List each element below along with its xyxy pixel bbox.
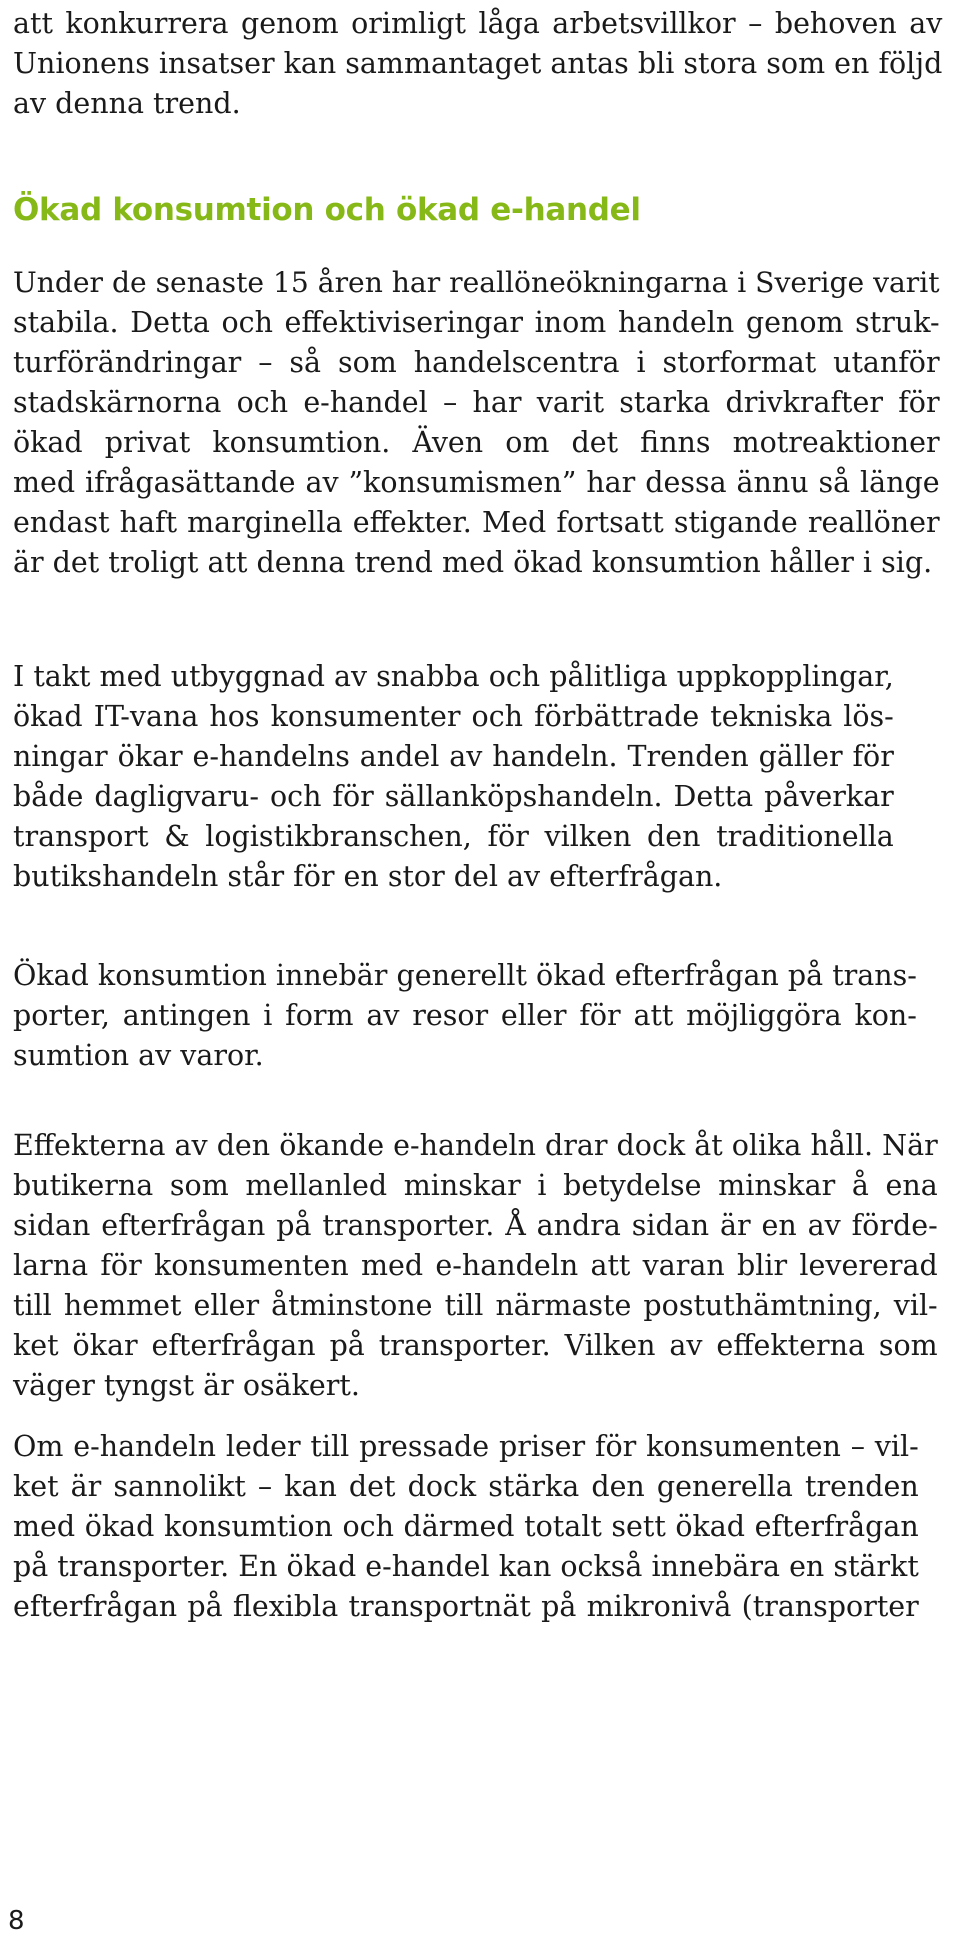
text-line: på transporter. En ökad e-handel kan också innebära en stärkt [13,1550,919,1583]
paragraph-connectivity [13,657,894,897]
paragraph-ecommerce-effects [13,1126,938,1406]
paragraph-pressed-prices [13,1427,919,1627]
text-line: ket ökar efterfrågan på transporter. Vilken av effekterna som [13,1329,938,1362]
text-line: larna för konsumenten med e-handeln att varan blir levererad [13,1249,938,1282]
text-line: väger tyngst är osäkert. [13,1369,360,1402]
text-line: sidan efterfrågan på transporter. Å andra sidan är en av förde- [13,1209,938,1242]
text-line: transport & logistikbranschen, för vilken den traditionella [13,820,894,853]
text-line: av denna trend. [13,87,241,120]
text-line: ningar ökar e-handelns andel av handeln. Trenden gäller för [13,740,894,773]
section-heading: Ökad konsumtion och ökad e-handel [13,192,641,228]
text-line: efterfrågan på flexibla transportnät på mikronivå (transporter [13,1590,919,1623]
text-line: ökad privat konsumtion. Även om det finns motreaktioner [13,426,940,459]
paragraph-intro-continuation [13,4,942,124]
text-line: att konkurrera genom orimligt låga arbetsvillkor – behoven av [13,7,943,40]
paragraph-real-wages [13,263,940,583]
text-line: är det troligt att denna trend med ökad konsumtion håller i sig. [13,546,933,579]
text-line: både dagligvaru- och för sällanköpshandeln. Detta påverkar [13,780,894,813]
paragraph-consumption-demand [13,956,917,1076]
text-line: butikshandeln står för en stor del av efterfrågan. [13,860,723,893]
text-line: Ökad konsumtion innebär generellt ökad efterfrågan på trans- [13,959,917,992]
text-line: Om e-handeln leder till pressade priser för konsumenten – vil- [13,1430,919,1463]
text-line: ökad IT-vana hos konsumenter och förbättrade tekniska lös- [13,700,894,733]
text-line: med ifrågasättande av ”konsumismen” har dessa ännu så länge [13,466,940,499]
text-line: med ökad konsumtion och därmed totalt sett ökad efterfrågan [13,1510,919,1543]
text-line: Unionens insatser kan sammantaget antas bli stora som en följd [13,47,943,80]
text-line: porter, antingen i form av resor eller för att möjliggöra kon- [13,999,917,1032]
text-line: I takt med utbyggnad av snabba och pålitliga uppkopplingar, [13,660,894,693]
text-line: sumtion av varor. [13,1039,264,1072]
text-line: endast haft marginella effekter. Med fortsatt stigande reallöner [13,506,940,539]
text-line: Effekterna av den ökande e-handeln drar dock åt olika håll. När [13,1129,938,1162]
text-line: stadskärnorna och e-handel – har varit starka drivkrafter för [13,386,940,419]
text-line: ket är sannolikt – kan det dock stärka den generella trenden [13,1470,919,1503]
text-line: stabila. Detta och effektiviseringar inom handeln genom struk- [13,306,940,339]
page-number: 8 [8,1906,25,1936]
text-line: turförändringar – så som handelscentra i storformat utanför [13,346,940,379]
text-line: till hemmet eller åtminstone till närmaste postuthämtning, vil- [13,1289,938,1322]
text-line: Under de senaste 15 åren har reallöneökningarna i Sverige varit [13,266,940,299]
text-line: butikerna som mellanled minskar i betydelse minskar å ena [13,1169,938,1202]
